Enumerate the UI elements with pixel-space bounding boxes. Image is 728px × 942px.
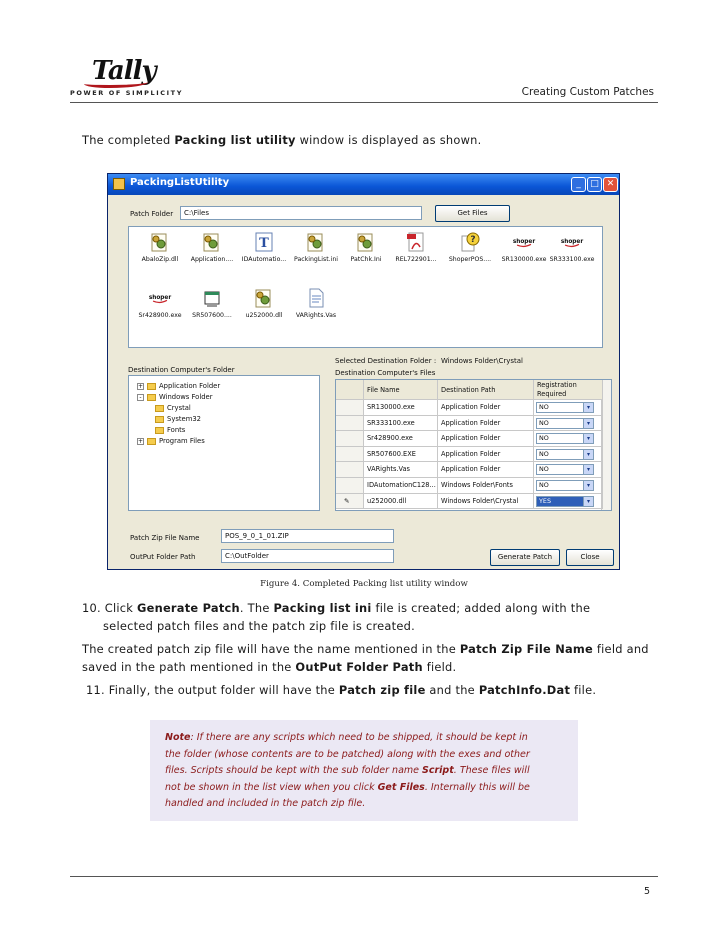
output-folder-input[interactable]: C:\OutFolder [221, 549, 394, 563]
grid-header-file-name[interactable]: File Name [364, 380, 438, 400]
grid-cell-file-name[interactable]: VARights.Vas [364, 462, 438, 478]
file-item-label: ShoperPOS.... [448, 256, 492, 263]
tree-node-label: Application Folder [159, 382, 221, 390]
intro-paragraph [82, 131, 662, 149]
tree-node[interactable] [137, 437, 205, 445]
file-item-label: Application.... [190, 256, 234, 263]
header-rule [70, 102, 658, 103]
chevron-down-icon[interactable]: ▾ [583, 465, 593, 474]
grid-cell-registration[interactable] [534, 494, 603, 510]
grid-header-registration[interactable]: Registration Required [534, 380, 603, 400]
svg-text:shoper: shoper [148, 294, 172, 301]
grid-cell-file-name[interactable]: Sr428900.exe [364, 431, 438, 447]
file-item[interactable] [285, 287, 347, 319]
document-icon [285, 287, 347, 309]
grid-cell-destination-path[interactable]: Windows Folder\Crystal [438, 494, 534, 510]
chevron-down-icon[interactable]: ▾ [583, 419, 593, 428]
logo-wordmark: Tally [92, 56, 156, 86]
registration-value: NO [539, 481, 549, 489]
step-10-continued: selected patch files and the patch zip file is created. [103, 619, 415, 633]
grid-cell-file-name[interactable]: SR130000.exe [364, 400, 438, 416]
para-text: field and [593, 642, 649, 656]
note-line: the folder (whose contents are to be patched) along with the exes and other [165, 748, 530, 760]
svg-text:shoper: shoper [512, 238, 536, 245]
registration-select[interactable] [536, 464, 594, 475]
registration-select[interactable] [536, 402, 594, 413]
file-item-label: VARights.Vas [295, 312, 337, 319]
file-item-label: IDAutomatio... [241, 256, 287, 263]
step-bold: PatchInfo.Dat [478, 683, 571, 697]
step-text: file is created; added along with the [371, 601, 591, 615]
step-text: . The [239, 601, 274, 615]
step-10 [82, 599, 662, 617]
registration-value: NO [539, 449, 549, 458]
file-item-label: u252000.dll [245, 312, 283, 319]
grid-cell-destination-path[interactable]: Application Folder [438, 400, 534, 416]
grid-cell-registration[interactable] [534, 462, 603, 478]
para-bold: OutPut Folder Path [295, 660, 423, 674]
folder-icon [155, 416, 164, 423]
row-selector[interactable] [336, 478, 364, 494]
expand-icon[interactable]: + [138, 382, 144, 390]
grid-cell-file-name[interactable]: u252000.dll [364, 494, 438, 510]
chevron-down-icon[interactable]: ▾ [583, 497, 593, 506]
tree-node-label: Crystal [167, 404, 191, 412]
file-list-view[interactable] [128, 226, 603, 348]
tree-node-label: System32 [167, 415, 201, 423]
note-line: : If there are any scripts which need to be shipped, it should be kept in [190, 732, 528, 743]
registration-value: YES [539, 496, 551, 505]
shoper-icon [541, 231, 603, 253]
svg-text:?: ? [470, 235, 476, 245]
row-selector[interactable] [336, 416, 364, 432]
page-number: 5 [643, 886, 650, 897]
destination-files-label: Destination Computer's Files [335, 369, 436, 377]
step-11 [86, 681, 666, 699]
para-text: saved in the path mentioned in the [82, 660, 296, 674]
registration-value: NO [539, 465, 549, 474]
tree-node[interactable] [155, 404, 191, 412]
step-bold: Packing list ini [273, 601, 372, 615]
svg-text:shoper: shoper [560, 238, 584, 245]
grid-header-destination-path[interactable]: Destination Path [438, 380, 534, 400]
note-line: . These files will [453, 765, 530, 776]
patch-zip-label: Patch Zip File Name [130, 534, 200, 542]
tree-node[interactable] [137, 393, 213, 401]
row-selector[interactable] [336, 400, 364, 416]
tree-node-label: Fonts [167, 426, 186, 434]
footer-rule [70, 876, 658, 877]
note-line: files. Scripts should be kept with the sub folder name [165, 765, 423, 776]
registration-value: NO [539, 418, 549, 427]
note-line: . Internally this will be [424, 781, 530, 793]
grid-cell-registration[interactable] [534, 478, 603, 494]
file-item[interactable] [541, 231, 603, 263]
para-text: field. [422, 660, 457, 674]
note-label: Note [165, 732, 191, 743]
intro-text-end: window is displayed as shown. [295, 133, 482, 147]
section-title: Creating Custom Patches [521, 86, 654, 98]
file-item-label: SR507600.... [192, 312, 232, 319]
output-folder-label: OutPut Folder Path [130, 553, 196, 561]
destination-folder-label: Destination Computer's Folder [128, 366, 235, 374]
edit-row-icon[interactable]: ✎ [336, 494, 364, 510]
grid-cell-destination-path[interactable]: Application Folder [438, 416, 534, 432]
file-item-label: SR130000.exe [501, 256, 547, 263]
file-item-label: Sr428900.exe [138, 312, 182, 319]
note-box [150, 720, 578, 821]
grid-cell-file-name[interactable]: SR333100.exe [364, 416, 438, 432]
selected-destination-value: Windows Folder\Crystal [441, 357, 523, 365]
svg-text:T: T [259, 236, 269, 251]
file-item[interactable] [385, 231, 447, 263]
patch-zip-input[interactable]: POS_9_0_1_01.ZIP [221, 529, 394, 543]
destination-folder-tree[interactable] [128, 375, 320, 511]
folder-icon [147, 394, 156, 401]
minimize-icon[interactable]: _ [571, 177, 586, 192]
folder-icon [155, 427, 164, 434]
note-line: not be shown in the list view when you click [165, 781, 378, 793]
registration-select[interactable] [536, 418, 594, 429]
selected-destination-label: Selected Destination Folder : [335, 357, 437, 365]
get-files-button[interactable]: Get Files [435, 205, 510, 222]
registration-value: NO [539, 434, 549, 443]
row-selector[interactable] [336, 462, 364, 478]
file-item[interactable] [439, 231, 501, 263]
file-item-label: PackingList.ini [294, 256, 338, 263]
registration-select[interactable] [536, 433, 594, 444]
step-bold: Patch zip file [338, 683, 426, 697]
folder-icon [147, 383, 156, 390]
file-item-label: REL722901... [395, 256, 437, 263]
registration-select[interactable] [536, 480, 594, 491]
grid-cell-destination-path[interactable]: Application Folder [438, 462, 534, 478]
patch-zip-paragraph [82, 640, 682, 658]
maximize-icon[interactable]: □ [587, 177, 602, 192]
grid-cell-destination-path[interactable]: Application Folder [438, 431, 534, 447]
packing-list-utility-window [107, 173, 620, 570]
window-title: PackingListUtility [130, 177, 230, 188]
grid-cell-file-name[interactable]: IDAutomationC128... [364, 478, 438, 494]
file-item-label: AbaloZip.dll [141, 256, 179, 263]
grid-cell-destination-path[interactable]: Windows Folder\Fonts [438, 478, 534, 494]
note-line: handled and included in the patch zip file. [165, 798, 366, 809]
row-selector[interactable] [336, 447, 364, 463]
chevron-down-icon[interactable]: ▾ [583, 481, 593, 490]
step-number: 10. [82, 601, 101, 615]
grid-cell-registration[interactable] [534, 416, 603, 432]
step-number: 11. [86, 683, 105, 697]
figure-caption: Figure 4. Completed Packing list utility window [260, 579, 468, 589]
row-selector[interactable] [336, 431, 364, 447]
step-text: file. [570, 683, 597, 697]
grid-cell-registration[interactable] [534, 431, 603, 447]
registration-select[interactable] [536, 449, 594, 460]
step-text: and the [425, 683, 479, 697]
tree-node-label: Program Files [159, 437, 205, 445]
expand-icon[interactable]: + [138, 437, 144, 445]
patch-folder-input[interactable]: C:\Files [180, 206, 422, 220]
folder-icon [155, 405, 164, 412]
logo-tagline: POWER OF SIMPLICITY [70, 89, 184, 97]
registration-select[interactable] [536, 496, 594, 507]
note-text [165, 730, 568, 813]
patch-zip-paragraph-continued [82, 658, 662, 676]
tree-node[interactable] [155, 426, 185, 434]
tree-node-label: Windows Folder [159, 393, 213, 401]
chevron-down-icon[interactable]: ▾ [583, 450, 593, 459]
patch-folder-label: Patch Folder [130, 210, 174, 218]
grid-cell-registration[interactable] [534, 447, 603, 463]
close-button[interactable]: Close [566, 549, 614, 566]
chevron-down-icon[interactable]: ▾ [583, 403, 593, 412]
grid-cell-destination-path[interactable]: Application Folder [438, 447, 534, 463]
pdf-icon [385, 231, 447, 253]
tally-logo [70, 56, 184, 102]
intro-bold: Packing list utility [174, 133, 296, 147]
step-text: Click [104, 601, 138, 615]
close-icon[interactable]: ✕ [603, 177, 618, 192]
folder-icon [147, 438, 156, 445]
tree-node[interactable] [137, 382, 220, 390]
chevron-down-icon[interactable]: ▾ [583, 434, 593, 443]
registration-value: NO [539, 403, 549, 411]
file-item-label: SR333100.exe [549, 256, 595, 263]
grid-cell-file-name[interactable]: SR507600.EXE [364, 447, 438, 463]
logo-swoosh [84, 78, 148, 88]
generate-patch-button[interactable]: Generate Patch [490, 549, 560, 566]
note-bold: Script [422, 765, 454, 776]
tree-node[interactable] [155, 415, 201, 423]
step-text: Finally, the output folder will have the [108, 683, 339, 697]
note-bold: Get Files [377, 781, 425, 793]
para-text: The created patch zip file will have the name mentioned in the [82, 642, 460, 656]
help-icon [439, 231, 501, 253]
collapse-icon[interactable]: - [137, 394, 144, 401]
grid-corner [336, 380, 364, 400]
app-icon [113, 178, 125, 190]
grid-cell-registration[interactable] [534, 400, 603, 416]
step-bold: Generate Patch [137, 601, 240, 615]
para-bold: Patch Zip File Name [459, 642, 594, 656]
intro-text: The completed [82, 133, 175, 147]
file-item-label: PatChk.Ini [350, 256, 382, 263]
destination-files-grid[interactable] [335, 379, 612, 511]
window-titlebar [108, 174, 619, 195]
